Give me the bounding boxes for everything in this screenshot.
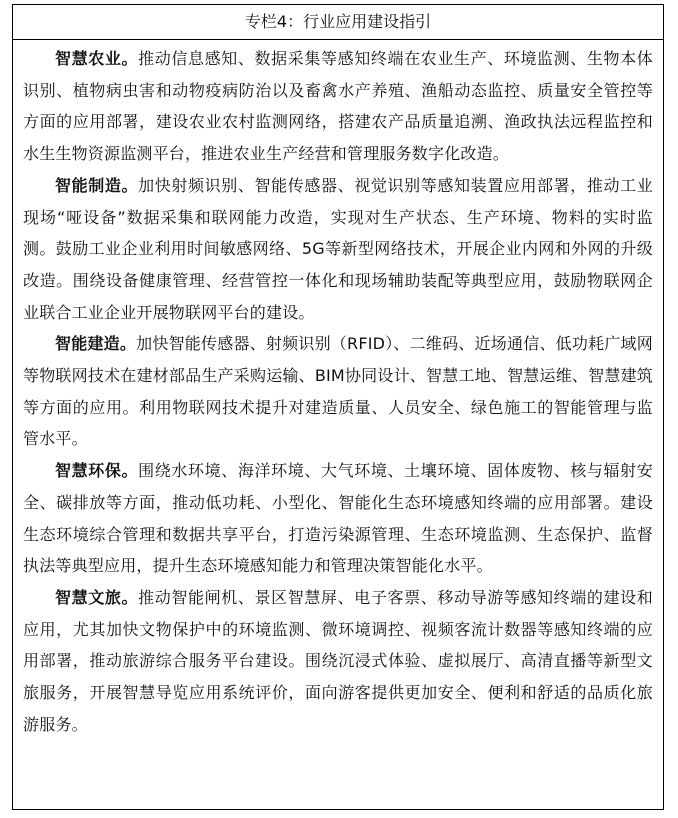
- section-smart-tourism: [23, 582, 653, 741]
- section-heading: 智能建造。: [55, 334, 137, 354]
- section-body: 推动信息感知、数据采集等感知终端在农业生产、环境监测、生物本体识别、植物病虫害和动物疫病防治以及畜禽水产养殖、渔船动态监控、质量安全管控等方面的应用部署，建设农业农村监测网络，搭建农产品质量追溯、渔政执法远程监控和水生生物资源监测平台，推进农业生产经营和管理服务数字化改造。: [23, 49, 653, 164]
- box-body: [13, 40, 663, 740]
- section-body: 加快射频识别、智能传感器、视觉识别等感知装置应用部署，推动工业现场“哑设备”数据采集和联网能力改造，实现对生产状态、生产环境、物料的实时监测。鼓励工业企业利用时间敏感网络、5G等新型网络技术，开展企业内网和外网的升级改造。围绕设备健康管理、经营管控一体化和现场辅助装配等典型应用，鼓励物联网企业联合工业企业开展物联网平台的建设。: [23, 175, 653, 322]
- section-heading: 智慧环保。: [55, 461, 139, 481]
- section-smart-manufacturing: [23, 170, 653, 329]
- section-heading: 智能制造。: [55, 175, 139, 195]
- section-smart-agriculture: [23, 43, 653, 170]
- section-smart-construction: [23, 328, 653, 455]
- section-body: 围绕水环境、海洋环境、大气环境、土壤环境、固体废物、核与辐射安全、碳排放等方面，推动低功耗、小型化、智能化生态环境感知终端的应用部署。建设生态环境综合管理和数据共享平台，打造污染源管理、生态环境监测、生态保护、监督执法等典型应用，提升生态环境感知能力和管理决策智能化水平。: [23, 461, 653, 576]
- section-smart-environment: [23, 455, 653, 582]
- section-heading: 智慧农业。: [55, 49, 139, 68]
- section-heading: 智慧文旅。: [55, 587, 139, 607]
- section-body: 加快智能传感器、射频识别（RFID）、二维码、近场通信、低功耗广域网等物联网技术在建材部品生产采购运输、BIM协同设计、智慧工地、智慧运维、智慧建筑等方面的应用。利用物联网技术提升对建造质量、人员安全、绿色施工的智能管理与监管水平。: [23, 334, 653, 449]
- section-body: 推动智能闸机、景区智慧屏、电子客票、移动导游等感知终端的建设和应用，尤其加快文物保护中的环境监测、微环境调控、视频客流计数器等感知终端的应用部署，推动旅游综合服务平台建设。围绕沉浸式体验、虚拟展厅、高清直播等新型文旅服务，开展智慧导览应用系统评价，面向游客提供更加安全、便利和舒适的品质化旅游服务。: [23, 587, 653, 734]
- box-title: 专栏4：行业应用建设指引: [13, 5, 663, 40]
- column-box: [12, 4, 664, 810]
